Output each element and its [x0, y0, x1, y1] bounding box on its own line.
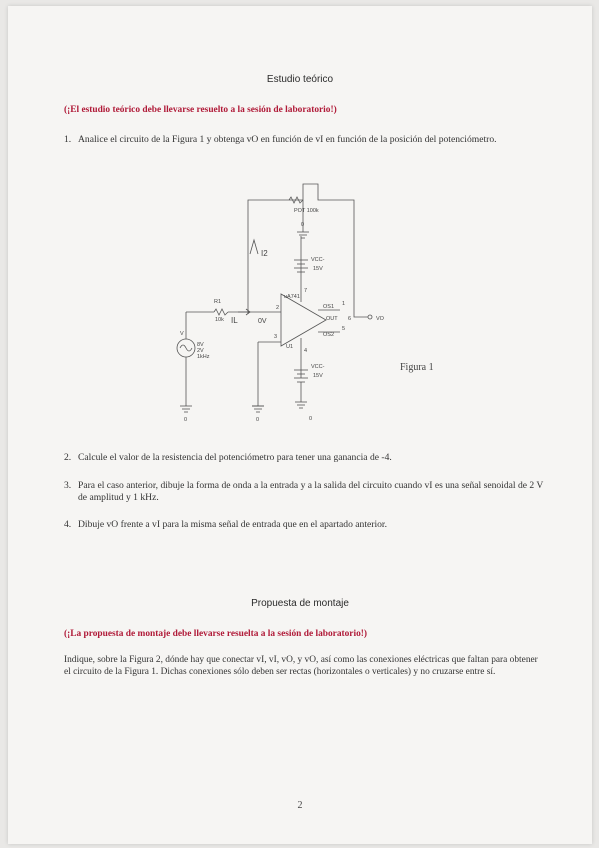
current-il-label: IL: [231, 316, 238, 325]
r1-label: R1: [214, 299, 222, 305]
figure-caption: Figura 1: [400, 362, 434, 373]
question-text: Calcule el valor de la resistencia del potenciómetro para tener una ganancia de -4.: [78, 452, 392, 463]
pin-2: 2: [276, 305, 280, 311]
question-number: 4.: [64, 519, 72, 530]
vcc-pos-voltage: 15V: [313, 266, 323, 272]
current-i2-label: I2: [261, 249, 268, 258]
output-label: VO: [376, 316, 384, 322]
section-title-propuesta-montaje: Propuesta de montaje: [251, 598, 349, 609]
ground-label-noninv: 0: [256, 417, 260, 422]
r1-value: 10k: [215, 317, 224, 323]
page-number: 2: [297, 800, 303, 811]
pot-label: POT 100k: [294, 208, 319, 214]
pin-1: 1: [342, 301, 346, 307]
source-frequency: 1kHz: [197, 354, 210, 360]
question-text: Para el caso anterior, dibuje la forma de onda a la entrada y a la salida del circuito cuando vI es una señal senoidal de 2 V de amplitud y 1 kHz.: [78, 480, 544, 503]
question-item-4: [64, 519, 544, 531]
u1-label: U1: [286, 344, 294, 350]
source-amplitude: 2V: [197, 348, 204, 354]
vcc-neg-label: VCC-: [311, 364, 325, 370]
pin-5: 5: [342, 326, 346, 332]
source-label: V: [180, 331, 184, 337]
question-number: 1.: [64, 134, 72, 145]
os2-label: OS2: [323, 332, 335, 338]
question-item-1: [64, 134, 544, 146]
circuit-figure: [158, 174, 398, 422]
ground-label-pot: 0: [301, 222, 305, 228]
section-title-estudio-teorico: Estudio teórico: [266, 74, 334, 85]
vcc-neg-voltage: 15V: [313, 373, 323, 379]
pin-6: 6: [348, 316, 352, 322]
vcc-pos-label: VCC-: [311, 257, 325, 263]
question-item-3: [64, 480, 544, 504]
os1-label: OS1: [323, 304, 335, 310]
question-item-2: [64, 452, 544, 464]
ground-label-vcc: 0: [309, 416, 313, 422]
document-page: [8, 6, 592, 844]
pin-4: 4: [304, 348, 308, 354]
section-note-estudio: (¡El estudio teórico debe llevarse resuelto a la sesión de laboratorio!): [64, 105, 337, 115]
node-ov-label: 0V: [258, 318, 267, 325]
question-number: 3.: [64, 480, 72, 491]
source-offset: 8V: [197, 342, 204, 348]
section-note-montaje: (¡La propuesta de montaje debe llevarse resuelta a la sesión de laboratorio!): [64, 629, 368, 639]
question-number: 2.: [64, 452, 72, 463]
opamp-label: uA741: [284, 294, 300, 300]
pin-3: 3: [274, 334, 278, 340]
question-text: Dibuje vO frente a vI para la misma señal de entrada que en el apartado anterior.: [78, 519, 387, 530]
question-text: Analice el circuito de la Figura 1 y obtenga vO en función de vI en función de la posición del potenciómetro.: [78, 134, 497, 145]
out-label: OUT: [326, 316, 338, 322]
montaje-paragraph: Indique, sobre la Figura 2, dónde hay que conectar vI, vI, vO, y vO, así como las conexiones eléctricas que faltan para obtener el circuito de la Figura 1. Dichas conexiones sólo deben ser rectas (horizontales o verticales) y no cruzarse entre sí.: [64, 655, 538, 677]
pin-7: 7: [304, 288, 308, 294]
ground-label-source: 0: [184, 417, 188, 422]
